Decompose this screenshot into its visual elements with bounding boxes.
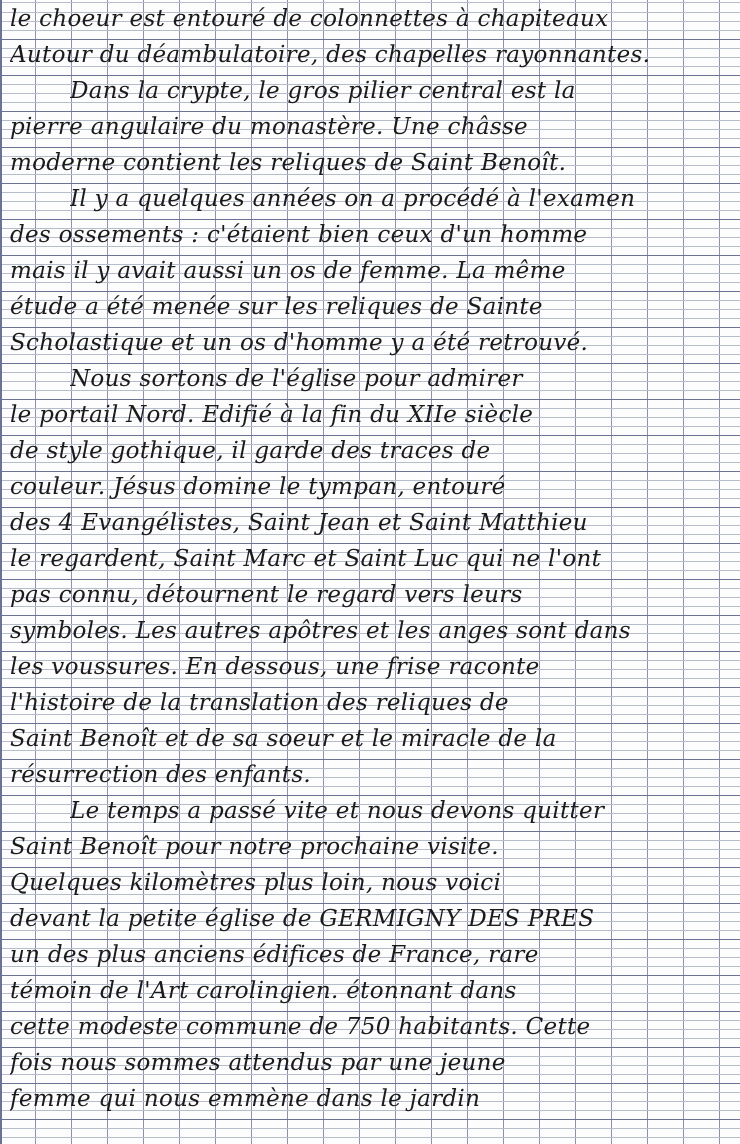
text-line: Quelques kilomètres plus loin, nous voici — [10, 870, 502, 896]
text-line: l'histoire de la translation des reliques de — [10, 690, 509, 716]
text-line: Autour du déambulatoire, des chapelles rayonnantes. — [10, 42, 651, 68]
text-line: témoin de l'Art carolingien. étonnant dans — [10, 978, 517, 1004]
text-line: Le temps a passé vite et nous devons quitter — [70, 798, 605, 824]
text-line: le portail Nord. Edifié à la fin du XIIe siècle — [10, 402, 534, 428]
text-line: femme qui nous emmène dans le jardin — [10, 1086, 481, 1112]
text-line: couleur. Jésus domine le tympan, entouré — [10, 474, 506, 500]
text-line: Saint Benoît pour notre prochaine visite. — [10, 834, 499, 860]
text-line: Saint Benoît et de sa soeur et le miracle de la — [10, 726, 557, 752]
text-line: fois nous sommes attendus par une jeune — [10, 1050, 506, 1076]
text-line: étude a été menée sur les reliques de Sainte — [10, 294, 543, 320]
text-line: Scholastique et un os d'homme y a été retrouvé. — [10, 330, 589, 356]
text-line: pas connu, détournent le regard vers leurs — [10, 582, 523, 608]
text-line: des 4 Evangélistes, Saint Jean et Saint Matthieu — [10, 510, 588, 536]
text-line: mais il y avait aussi un os de femme. La même — [10, 258, 566, 284]
text-line: symboles. Les autres apôtres et les anges sont dans — [10, 618, 631, 644]
text-line: devant la petite église de GERMIGNY DES PRES — [10, 906, 595, 932]
text-line: résurrection des enfants. — [10, 762, 312, 788]
text-line: Dans la crypte, le gros pilier central est la — [70, 78, 576, 104]
text-line: de style gothique, il garde des traces de — [10, 438, 491, 464]
text-line: des ossements : c'étaient bien ceux d'un homme — [10, 222, 588, 248]
text-line: moderne contient les reliques de Saint Benoît. — [10, 150, 567, 176]
text-line: Il y a quelques années on a procédé à l'examen — [70, 186, 636, 212]
text-line: cette modeste commune de 750 habitants. Cette — [10, 1014, 591, 1040]
text-line: le regardent, Saint Marc et Saint Luc qui ne l'ont — [10, 546, 602, 572]
text-line: Nous sortons de l'église pour admirer — [70, 366, 523, 392]
text-line: un des plus anciens édifices de France, rare — [10, 942, 539, 968]
text-line: pierre angulaire du monastère. Une châsse — [10, 114, 528, 140]
text-line: le choeur est entouré de colonnettes à chapiteaux — [10, 6, 609, 32]
text-line: les voussures. En dessous, une frise raconte — [10, 654, 540, 680]
